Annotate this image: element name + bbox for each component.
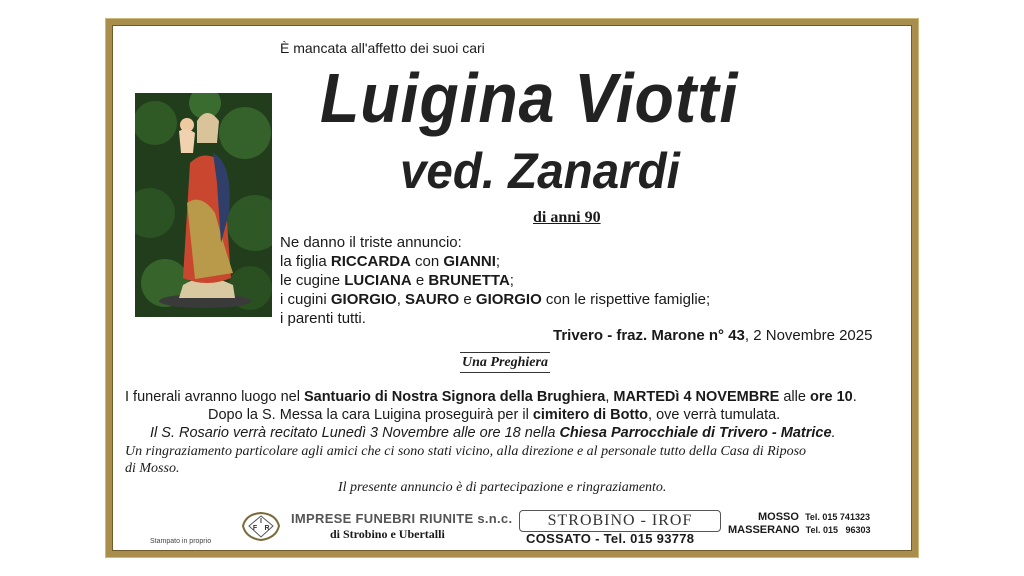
announce-line — [280, 233, 710, 252]
funeral-text: , — [605, 389, 614, 405]
ifr-emblem-icon — [240, 510, 282, 542]
company-name: IMPRESE FUNEBRI RIUNITE s.n.c. — [291, 511, 513, 526]
announcement — [280, 233, 710, 328]
place-date — [553, 327, 872, 344]
thanks-line-1: Un ringraziamento particolare agli amici che ci sono stati vicino, alla direzione e al personale tutto della Casa di Riposo — [125, 444, 807, 459]
svg-text:I: I — [260, 518, 262, 525]
announce-text: ; — [509, 272, 514, 289]
announce-text: i parenti tutti. — [280, 310, 366, 327]
cemetery: cimitero di Botto — [532, 407, 649, 423]
funeral-text: I funerali avranno luogo nel — [125, 389, 304, 405]
relative-name: GIORGIO — [475, 291, 542, 308]
rosary-text: . — [831, 425, 836, 441]
printed-note: Stampato in proprio — [150, 538, 212, 545]
company-sub: di Strobino e Ubertalli — [330, 527, 445, 541]
funeral-text: . — [852, 389, 857, 405]
announce-text: e — [411, 272, 429, 289]
relative-name: RICCARDA — [330, 253, 411, 270]
funeral-text: alle — [779, 389, 810, 405]
masserano-label: MASSERANO — [728, 524, 800, 536]
funeral-text: Dopo la S. Messa la cara Luigina proseguirà per il — [208, 407, 533, 423]
funeral-line-1 — [125, 389, 857, 405]
relative-name: GIORGIO — [330, 291, 397, 308]
announce-text: con le rispettive famiglie; — [541, 291, 711, 308]
mosso-label: MOSSO — [758, 511, 799, 523]
widow-of: ved. Zanardi — [400, 143, 680, 199]
announce-line — [280, 290, 710, 309]
svg-text:F: F — [252, 525, 258, 532]
announce-line — [280, 309, 710, 328]
announce-text: e — [459, 291, 476, 308]
announce-text: la figlia — [280, 253, 331, 270]
rosary-line — [150, 425, 836, 441]
closing-line: Il presente annuncio è di partecipazione e ringraziamento. — [338, 480, 667, 495]
prayer-link[interactable]: Una Preghiera — [460, 352, 550, 373]
announce-text: le cugine — [280, 272, 345, 289]
svg-text:R: R — [264, 525, 270, 532]
address: Trivero - fraz. Marone n° 43 — [553, 327, 745, 344]
mosso-tel: Tel. 015 741323 — [805, 512, 870, 522]
funeral-text: , ove verrà tumulata. — [648, 407, 781, 423]
announce-text: con — [410, 253, 444, 270]
announce-line — [280, 252, 710, 271]
thanks-line-2: di Mosso. — [125, 461, 180, 476]
relative-name: BRUNETTA — [428, 272, 510, 289]
phone-list — [728, 511, 871, 537]
announce-text: i cugini — [280, 291, 331, 308]
funeral-time: ore 10 — [809, 389, 853, 405]
funeral-day: MARTEDì 4 NOVEMBRE — [613, 389, 780, 405]
announce-text: , — [396, 291, 406, 308]
funeral-line-2 — [208, 407, 780, 423]
deceased-name: Luigina Viotti — [320, 59, 739, 137]
announce-line — [280, 271, 710, 290]
sanctuary: Santuario di Nostra Signora della Brughiera — [303, 389, 606, 405]
parish-church: Chiesa Parrocchiale di Trivero - Matrice — [559, 425, 832, 441]
announce-text: ; — [495, 253, 501, 270]
cossato-phone: COSSATO - Tel. 015 93778 — [526, 531, 695, 546]
madonna-statue-photo — [135, 93, 272, 317]
age: di anni 90 — [533, 209, 601, 226]
intro-text: È mancata all'affetto dei suoi cari — [280, 40, 485, 56]
relative-name: GIANNI — [443, 253, 496, 270]
rosary-text: Il S. Rosario verrà recitato Lunedì 3 Novembre alle ore 18 nella — [150, 425, 560, 441]
relative-name: SAURO — [405, 291, 460, 308]
strobino-box: STROBINO - IROF — [519, 510, 721, 532]
date: , 2 Novembre 2025 — [744, 327, 873, 344]
announce-text: Ne danno il triste annuncio: — [280, 234, 462, 251]
relative-name: LUCIANA — [344, 272, 412, 289]
masserano-tel: Tel. 015 96303 — [805, 525, 871, 535]
